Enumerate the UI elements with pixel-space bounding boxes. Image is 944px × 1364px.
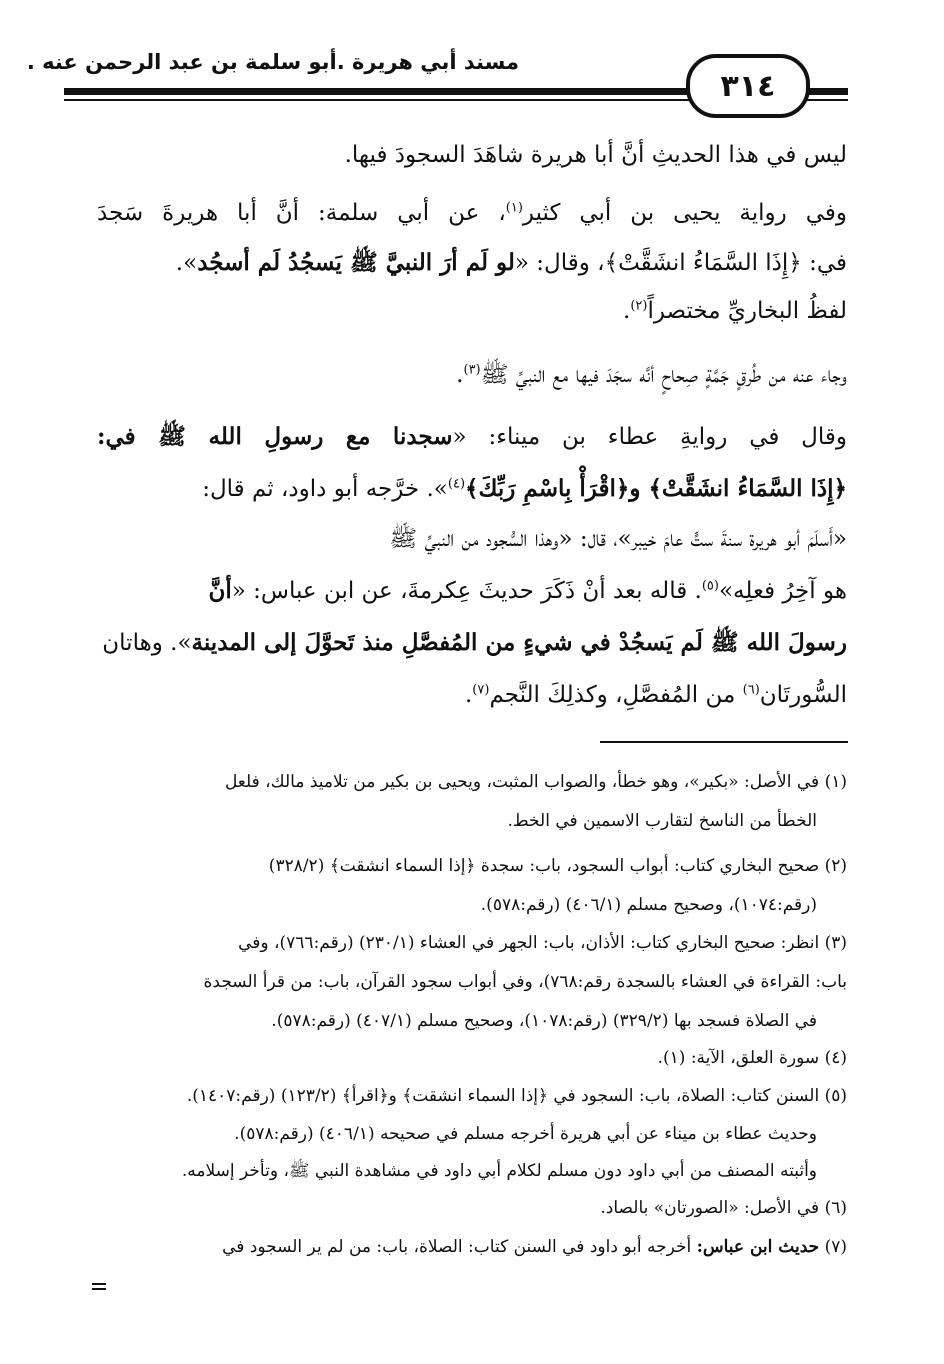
footnote-4: (٤) سورة العلق، الآية: (١). [657, 1048, 847, 1068]
hadith-quote: سجدنا مع رسولِ الله ﷺ في: [97, 423, 453, 450]
body-text: ». خرَّجه أبو داود، ثم قال: [202, 476, 448, 502]
body-line-11 [465, 680, 847, 710]
footnote-7 [222, 1235, 847, 1259]
body-text: من المُفصَّلِ، وكذلِكَ النَّجم [489, 682, 743, 708]
body-text: . [623, 298, 631, 324]
footnote-ref: (٥) [701, 578, 719, 594]
footnote-separator [600, 741, 848, 743]
footnote-ref: (٧) [472, 682, 490, 698]
footnote-ref: (٦) [742, 682, 760, 698]
body-text: وفي رواية يحيى بن أبي كثير [522, 200, 847, 226]
body-text: وجاء عنه من طُرقٍ جَمَّةٍ صِحاحٍ أنَّه سجَدَ فيها مع النبيِّ ﷺ [480, 362, 847, 388]
hadith-quote: لو لَم أرَ النبيَّ ﷺ يَسجُدُ لَم أسجُد [197, 249, 515, 276]
body-text: . قاله بعد أنْ ذَكَرَ حديثَ عِكرمةَ، عن ابن عباس: « [231, 578, 702, 604]
footnote-6: (٦) في الأصل: «الصورتان» بالصاد. [600, 1198, 847, 1218]
continuation-mark [92, 1283, 106, 1293]
footnote-2-cont: (رقم:١٠٧٤)، وصحيح مسلم (٤٠٦/١) (رقم:٥٧٨). [480, 895, 817, 915]
footnote-2: (٢) صحيح البخاري كتاب: أبواب السجود، باب: سجدة ﴿إذا السماء انشقت﴾ (٣٢٨/٢) [268, 856, 847, 876]
body-text: ». [175, 250, 198, 276]
quran-quote: ﴿إِذَا السَّمَاءُ انشَقَّتْ﴾ و﴿اقْرَأْ بِاسْمِ رَبِّكَ﴾ [465, 475, 847, 502]
footnote-3-cont: في الصلاة فسجد بها (٣٢٩/٢) (رقم:١٠٧٨)، وصحيح مسلم (٤٠٧/١) (رقم:٥٧٨). [271, 1011, 817, 1031]
body-line-4 [623, 296, 847, 326]
footnote-1-cont: الخطأ من الناسخ لتقارب الاسمين في الخط. [507, 811, 817, 831]
footnote-5-cont: وحديث عطاء بن ميناء عن أبي هريرة أخرجه مسلم في صحيحه (٤٠٦/١) (رقم:٥٧٨). [234, 1124, 817, 1144]
footnote-5-cont: وأثبته المصنف من أبي داود دون مسلم لكلام أبي داود في مشاهدة النبي ﷺ، وتأخر إسلامه. [181, 1161, 817, 1181]
hadith-quote: أنَّ [208, 577, 232, 604]
running-header: مسند أبي هريرة .أبو سلمة بن عبد الرحمن عنه . [26, 50, 519, 74]
body-line-2 [97, 198, 847, 228]
body-line-8: «أَسلَمَ أبو هريرة سنةَ ستٍّ عامَ خيبر»، قال: «وهذا السُّجود من النبيِّ ﷺ [389, 526, 847, 552]
footnote-ref: (٤) [447, 476, 466, 492]
body-text: هو آخِرُ فعلِه» [718, 578, 847, 604]
page-number: ٣١٤ [686, 54, 810, 118]
body-text: ، عن أبي سلمة: أنَّ أبا هريرةَ سَجدَ [97, 200, 506, 226]
body-text: . [456, 362, 464, 388]
body-text: وقال في روايةِ عطاء بن ميناء: « [452, 424, 848, 450]
footnote-text: (٧) [819, 1237, 847, 1257]
footnote-text: أخرجه أبو داود في السنن كتاب: الصلاة، باب: من لم ير السجود في [222, 1237, 697, 1257]
hadith-quote: رسولَ الله ﷺ لَم يَسجُدْ في شيءٍ من المُفصَّلِ منذ تَحوَّلَ إلى المدينة [191, 629, 847, 656]
footnote-heading: حديث ابن عباس: [696, 1237, 820, 1257]
body-text: في: ﴿إِذَا السَّمَاءُ انشَقَّتْ﴾، وقال: « [514, 250, 847, 276]
body-text: ». وهاتان [102, 630, 192, 656]
footnote-ref: (٣) [463, 362, 481, 378]
footnote-3-cont: باب: القراءة في العشاء بالسجدة رقم:٧٦٨)، وفي أبواب سجود القرآن، باب: من قرأ السجدة [203, 972, 847, 992]
body-line-7 [202, 474, 847, 504]
body-line-1: ليس في هذا الحديثِ أنَّ أبا هريرة شاهَدَ السجودَ فيها. [344, 142, 847, 168]
body-line-6 [97, 422, 847, 452]
body-text: . [464, 682, 473, 708]
footnote-5: (٥) السنن كتاب: الصلاة، باب: السجود في ﴿إذا السماء انشقت﴾ و﴿اقرأ﴾ (١٢٣/٢) (رقم:١٤٠٧). [186, 1086, 847, 1106]
body-text: لفظُ البخاريِّ مختصراً [647, 298, 847, 324]
footnote-ref: (٢) [630, 298, 648, 314]
footnote-ref: (١) [505, 200, 523, 216]
body-line-10 [102, 628, 847, 658]
footnote-3: (٣) انظر: صحيح البخاري كتاب: الأذان، باب: الجهر في العشاء (٢٣٠/١) (رقم:٧٦٦)، وفي [238, 933, 847, 953]
footnote-1: (١) في الأصل: «بكير»، وهو خطأ، والصواب المثبت، ويحيى بن بكير من تلاميذ مالك، فلعل [224, 772, 847, 792]
body-line-5 [456, 360, 847, 390]
body-text: السُّورتَان [759, 682, 847, 708]
body-line-3 [176, 248, 847, 278]
body-line-9 [208, 576, 847, 606]
